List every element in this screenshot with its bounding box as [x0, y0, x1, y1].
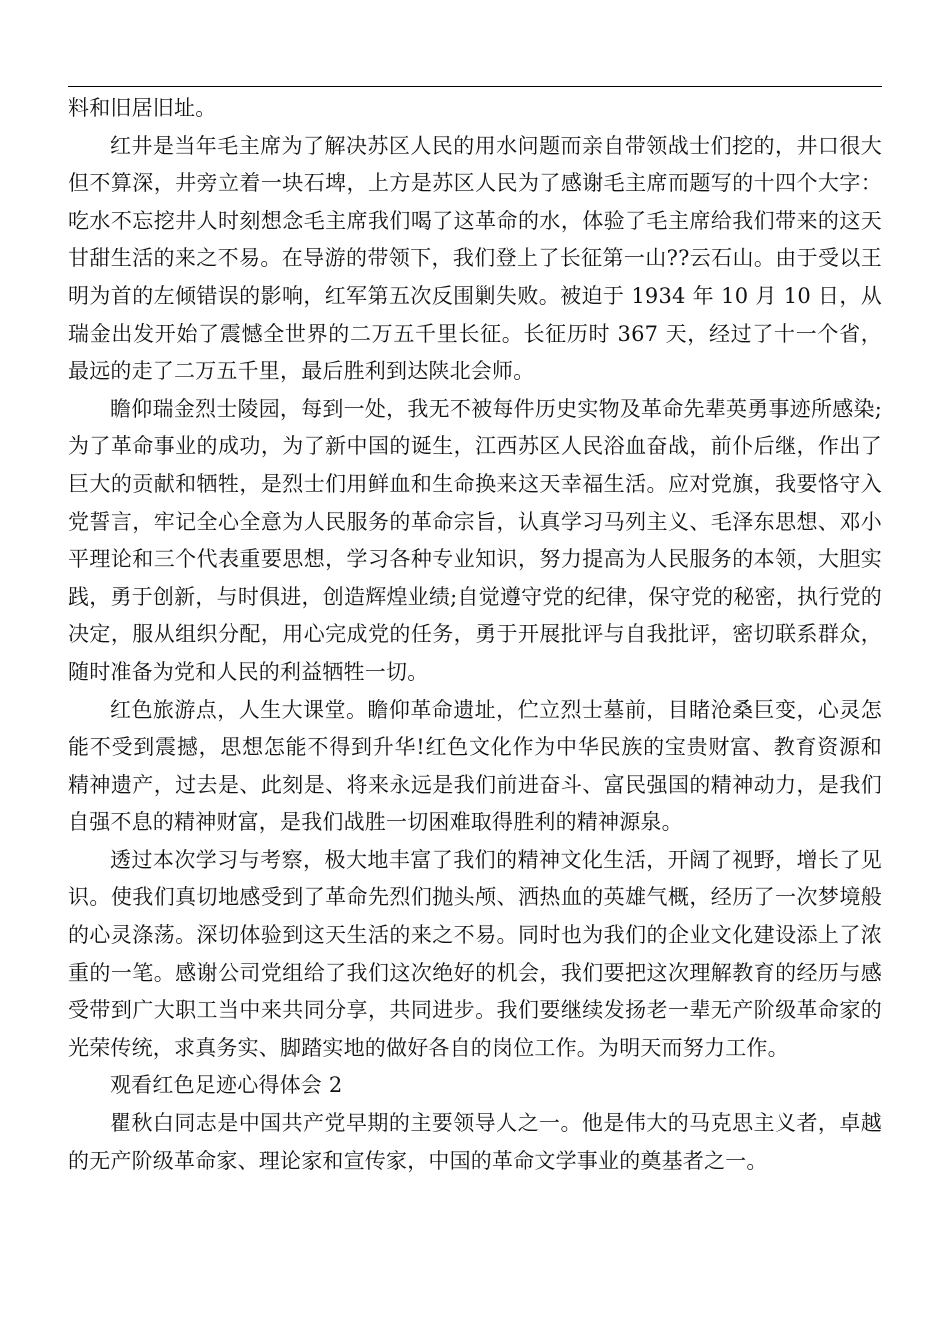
header-rule	[68, 86, 882, 87]
paragraph-red-well: 红井是当年毛主席为了解决苏区人民的用水问题而亲自带领战士们挖的，井口很大但不算深，井旁立着一块石埤，上方是苏区人民为了感谢毛主席而题写的十四个大字：吃水不忘挖井人时刻想念毛主席我们喝了这革命的水，体验了毛主席给我们带来的这天甘甜生活的来之不易。在导游的带领下，我们登上了长征第一山??云石山。由于受以王明为首的左倾错误的影响，红军第五次反围剿失败。被迫于 1934 年 10 月 10 日，从瑞金出发开始了震憾全世界的二万五千里长征。长征历时 367 天，经过了十一个省，最远的走了二万五千里，最后胜利到达陕北会师。	[68, 133, 882, 384]
paragraph-continuation: 料和旧居旧址。	[68, 96, 217, 120]
paragraph-qu-qiubai: 瞿秋白同志是中国共产党早期的主要领导人之一。他是伟大的马克思主义者，卓越的无产阶级革命家、理论家和宣传家，中国的革命文学事业的奠基者之一。	[68, 1111, 882, 1173]
paragraph-martyrs-cemetery: 瞻仰瑞金烈士陵园，每到一处，我无不被每件历史实物及革命先辈英勇事迹所感染;为了革命事业的成功，为了新中国的诞生，江西苏区人民浴血奋战，前仆后继，作出了巨大的贡献和牺牲，是烈士们用鲜血和生命换来这天幸福生活。应对党旗，我要恪守入党誓言，牢记全心全意为人民服务的革命宗旨，认真学习马列主义、毛泽东思想、邓小平理论和三个代表重要思想，学习各种专业知识，努力提高为人民服务的本领，大胆实践，勇于创新，与时俱进，创造辉煌业绩;自觉遵守党的纪律，保守党的秘密，执行党的决定，服从组织分配，用心完成党的任务，勇于开展批评与自我批评，密切联系群众，随时准备为党和人民的利益牺牲一切。	[68, 396, 882, 684]
paragraph-red-tourism: 红色旅游点，人生大课堂。瞻仰革命遗址，伫立烈士墓前，目睹沧桑巨变，心灵怎能不受到震撼，思想怎能不得到升华!红色文化作为中华民族的宝贵财富、教育资源和精神遗产，过去是、此刻是、将来永远是我们前进奋斗、富民强国的精神动力，是我们自强不息的精神财富，是我们战胜一切困难取得胜利的精神源泉。	[68, 697, 882, 835]
section-heading: 观看红色足迹心得体会 2	[110, 1073, 343, 1098]
paragraph-study-reflection: 透过本次学习与考察，极大地丰富了我们的精神文化生活，开阔了视野，增长了见识。使我们真切地感受到了革命先烈们抛头颅、洒热血的英雄气概，经历了一次梦境般的心灵涤荡。深切体验到这天生活的来之不易。同时也为我们的企业文化建设添上了浓重的一笔。感谢公司党组给了我们这次绝好的机会，我们要把这次理解教育的经历与感受带到广大职工当中来共同分享，共同进步。我们要继续发扬老一辈无产阶级革命家的光荣传统，求真务实、脚踏实地的做好各自的岗位工作。为明天而努力工作。	[68, 847, 882, 1060]
document-body	[68, 90, 882, 1180]
